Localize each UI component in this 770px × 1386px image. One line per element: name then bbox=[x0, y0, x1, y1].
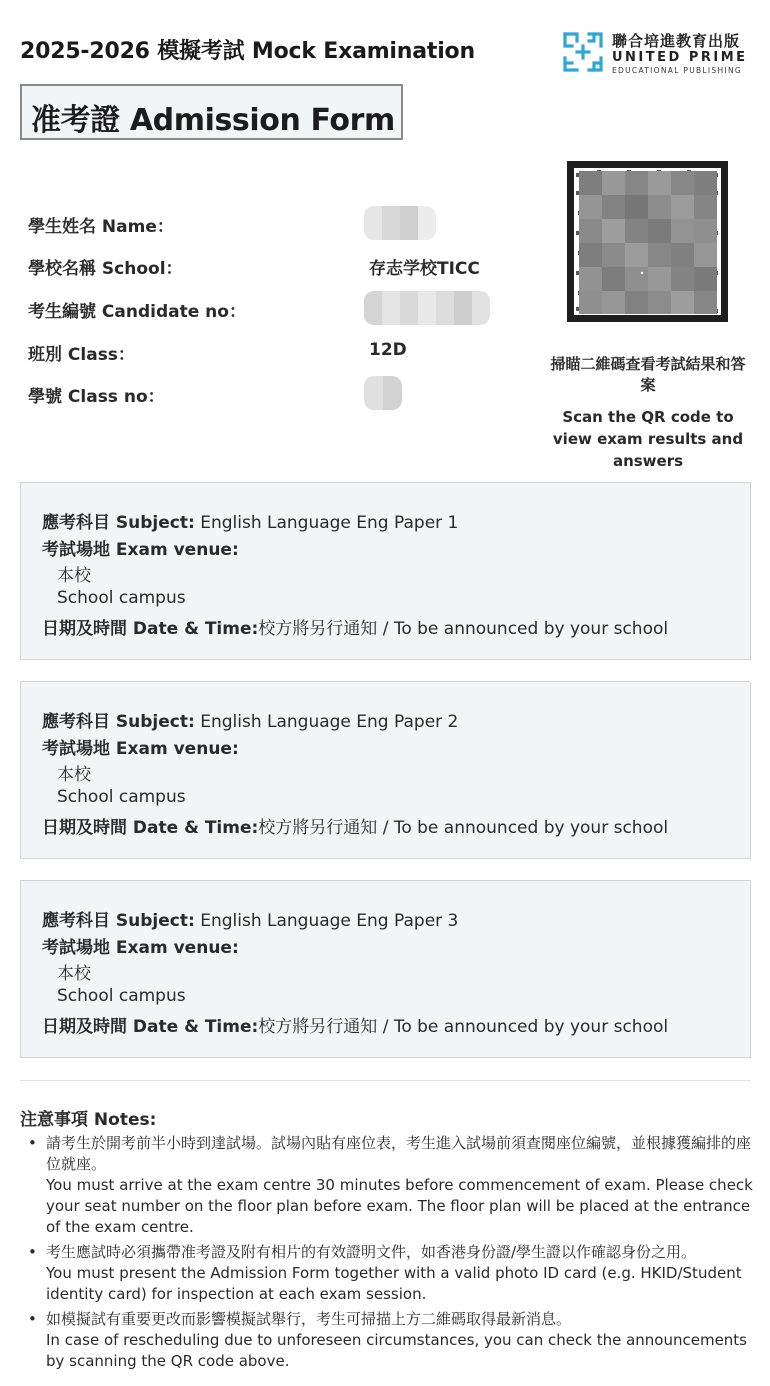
info-row-class bbox=[28, 340, 548, 364]
note-text-en: You must arrive at the exam centre 30 minutes before commencement of exam. Please check your seat number on the floor plan before exam. The floor plan will be placed at the entrance of the exam centre. bbox=[46, 1176, 753, 1236]
datetime-line bbox=[42, 614, 668, 639]
qr-code-icon[interactable] bbox=[567, 161, 728, 322]
datetime-value: 校方將另行通知 / To be announced by your school bbox=[258, 818, 669, 838]
subject-value: English Language Eng Paper 2 bbox=[200, 712, 459, 732]
header bbox=[20, 30, 750, 80]
datetime-line bbox=[42, 1012, 668, 1037]
subject-card bbox=[20, 880, 751, 1058]
candidate-no-label: 考生編號 Candidate no： bbox=[28, 302, 246, 322]
subject-label: 應考科目 Subject: bbox=[42, 712, 195, 732]
info-row-school bbox=[28, 254, 548, 278]
subject-line bbox=[42, 707, 458, 732]
qr-caption-zh: 掃瞄二維碼查看考試結果和答案 bbox=[550, 355, 746, 394]
venue-value-en: School campus bbox=[57, 787, 186, 807]
datetime-line bbox=[42, 813, 668, 838]
school-label: 學校名稱 School： bbox=[28, 259, 183, 279]
name-label: 學生姓名 Name： bbox=[28, 217, 174, 237]
info-row-candidate-no bbox=[28, 297, 548, 321]
bullet-icon: • bbox=[28, 1134, 37, 1152]
subject-label: 應考科目 Subject: bbox=[42, 513, 195, 533]
subject-value: English Language Eng Paper 1 bbox=[200, 513, 459, 533]
admission-form-title: 准考證 Admission Form bbox=[31, 103, 395, 138]
venue-label: 考試場地 Exam venue: bbox=[42, 938, 239, 958]
datetime-label: 日期及時間 Date & Time: bbox=[42, 619, 259, 639]
venue-value-zh: 本校 bbox=[57, 765, 91, 785]
venue-label: 考試場地 Exam venue: bbox=[42, 540, 239, 560]
bullet-icon: • bbox=[28, 1310, 37, 1328]
note-text-en: In case of rescheduling due to unforeseen circumstances, you can check the announcements by scanning the QR code above. bbox=[46, 1331, 748, 1370]
list-item bbox=[20, 1133, 755, 1238]
school-value: 存志学校TICC bbox=[369, 259, 480, 279]
qr-caption-en: Scan the QR code to view exam results and answers bbox=[552, 408, 744, 470]
venue-label: 考試場地 Exam venue: bbox=[42, 739, 239, 759]
datetime-label: 日期及時間 Date & Time: bbox=[42, 1017, 259, 1037]
note-text-en: You must present the Admission Form together with a valid photo ID card (e.g. HKID/Student identity card) for inspection at each exam session. bbox=[46, 1264, 742, 1303]
notes-list bbox=[20, 1133, 755, 1376]
venue-value-zh: 本校 bbox=[57, 566, 91, 586]
exam-title: 2025-2026 模擬考試 Mock Examination bbox=[20, 39, 475, 64]
class-value: 12D bbox=[369, 340, 407, 360]
info-row-class-no bbox=[28, 382, 548, 406]
venue-value-en: School campus bbox=[57, 588, 186, 608]
list-item bbox=[20, 1309, 755, 1372]
publisher-logo bbox=[550, 30, 750, 76]
class-no-redacted bbox=[364, 376, 402, 410]
subject-card bbox=[20, 681, 751, 859]
subject-card bbox=[20, 482, 751, 660]
logo-name-zh: 聯合培進教育出版 bbox=[612, 32, 741, 50]
subject-line bbox=[42, 508, 458, 533]
admission-form-banner bbox=[20, 84, 403, 140]
datetime-value: 校方將另行通知 / To be announced by your school bbox=[258, 619, 669, 639]
subject-line bbox=[42, 906, 458, 931]
name-redacted bbox=[364, 206, 436, 240]
list-item bbox=[20, 1242, 755, 1305]
subject-label: 應考科目 Subject: bbox=[42, 911, 195, 931]
venue-value-zh: 本校 bbox=[57, 964, 91, 984]
candidate-no-redacted bbox=[364, 291, 490, 325]
class-no-label: 學號 Class no： bbox=[28, 387, 165, 407]
note-text-zh: 請考生於開考前半小時到達試場。試場內貼有座位表，考生進入試場前須查閱座位編號，並根據獲編排的座位就座。 bbox=[46, 1134, 752, 1173]
logo-name-en-sub: EDUCATIONAL PUBLISHING bbox=[612, 66, 742, 75]
divider bbox=[20, 1080, 751, 1081]
notes-title: 注意事項 Notes: bbox=[20, 1110, 157, 1130]
note-text-zh: 考生應試時必須攜帶准考證及附有相片的有效證明文件，如香港身份證/學生證以作確認身份之用。 bbox=[46, 1243, 697, 1261]
datetime-value: 校方將另行通知 / To be announced by your school bbox=[258, 1017, 669, 1037]
info-row-name bbox=[28, 212, 548, 236]
datetime-label: 日期及時間 Date & Time: bbox=[42, 818, 259, 838]
venue-value-en: School campus bbox=[57, 986, 186, 1006]
class-label: 班別 Class： bbox=[28, 345, 135, 365]
logo-mark-icon bbox=[562, 31, 604, 73]
note-text-zh: 如模擬試有重要更改而影響模擬試舉行，考生可掃描上方二維碼取得最新消息。 bbox=[46, 1310, 572, 1328]
subject-value: English Language Eng Paper 3 bbox=[200, 911, 459, 931]
bullet-icon: • bbox=[28, 1243, 37, 1261]
logo-name-en: UNITED PRIME bbox=[612, 50, 748, 65]
